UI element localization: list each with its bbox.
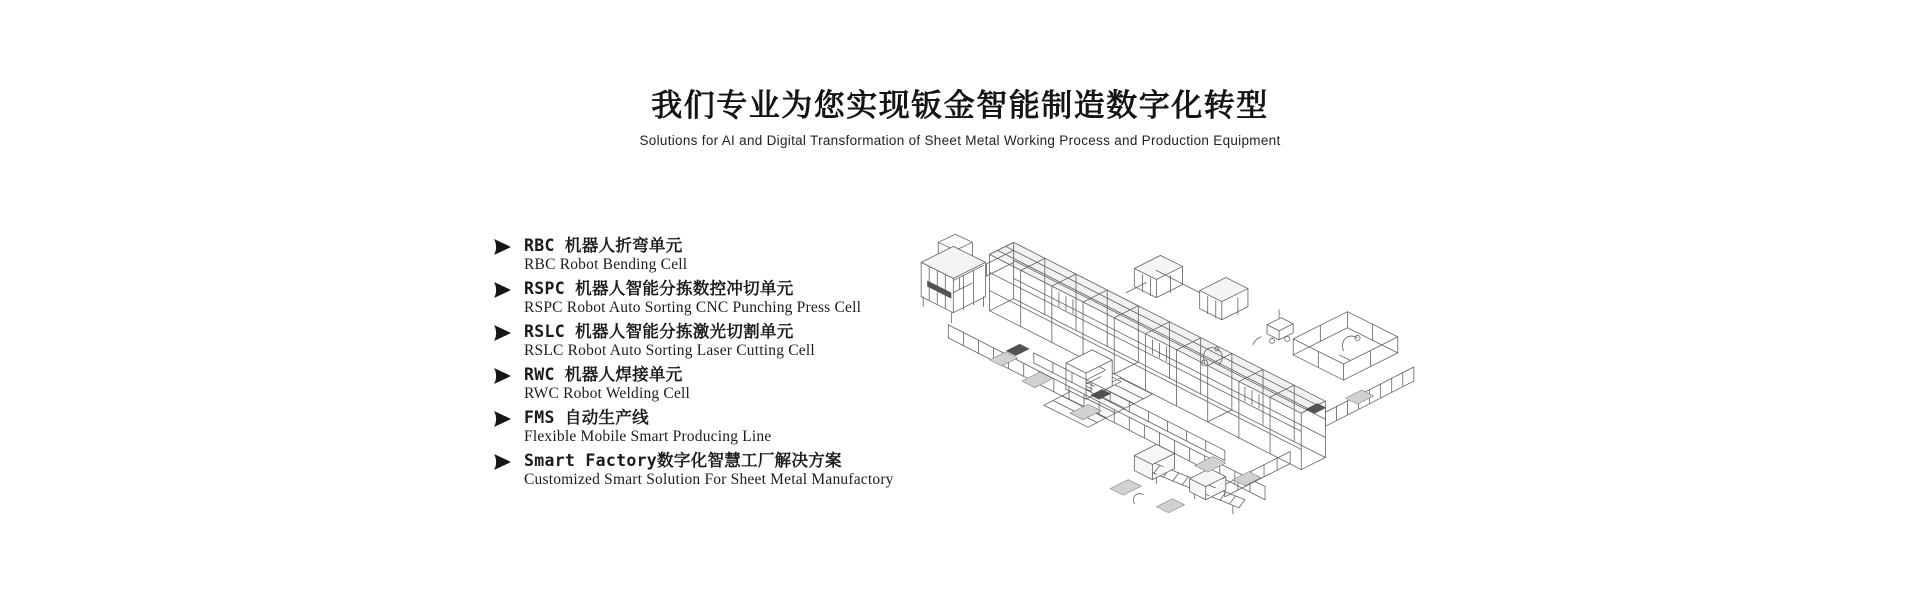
product-name-en: Flexible Mobile Smart Producing Line — [524, 428, 772, 445]
banner-subtitle: Solutions for AI and Digital Transformation of Sheet Metal Working Process and Production Equipment — [639, 133, 1281, 148]
product-name-zh: RSPC 机器人智能分拣数控冲切单元 — [524, 279, 794, 298]
arrow-bullet-icon — [494, 368, 511, 384]
arrow-bullet-icon — [494, 239, 511, 255]
product-name-en: RSPC Robot Auto Sorting CNC Punching Press Cell — [524, 299, 862, 316]
product-name-en: RSLC Robot Auto Sorting Laser Cutting Cell — [524, 342, 815, 359]
arrow-bullet-icon — [494, 325, 511, 341]
product-name-en: RBC Robot Bending Cell — [524, 256, 688, 273]
product-name-zh: Smart Factory数字化智慧工厂解决方案 — [524, 451, 842, 470]
product-name-en: Customized Smart Solution For Sheet Metal Manufactory — [524, 471, 894, 488]
product-name-zh: RWC 机器人焊接单元 — [524, 365, 683, 384]
arrow-bullet-icon — [494, 454, 511, 470]
product-name-zh: FMS 自动生产线 — [524, 408, 649, 427]
arrow-bullet-icon — [494, 411, 511, 427]
arrow-bullet-icon — [494, 282, 511, 298]
factory-line-illustration — [893, 212, 1441, 524]
banner-title: 我们专业为您实现钣金智能制造数字化转型 — [651, 88, 1269, 123]
product-name-zh: RBC 机器人折弯单元 — [524, 236, 683, 255]
product-name-zh: RSLC 机器人智能分拣激光切割单元 — [524, 322, 794, 341]
product-name-en: RWC Robot Welding Cell — [524, 385, 691, 402]
